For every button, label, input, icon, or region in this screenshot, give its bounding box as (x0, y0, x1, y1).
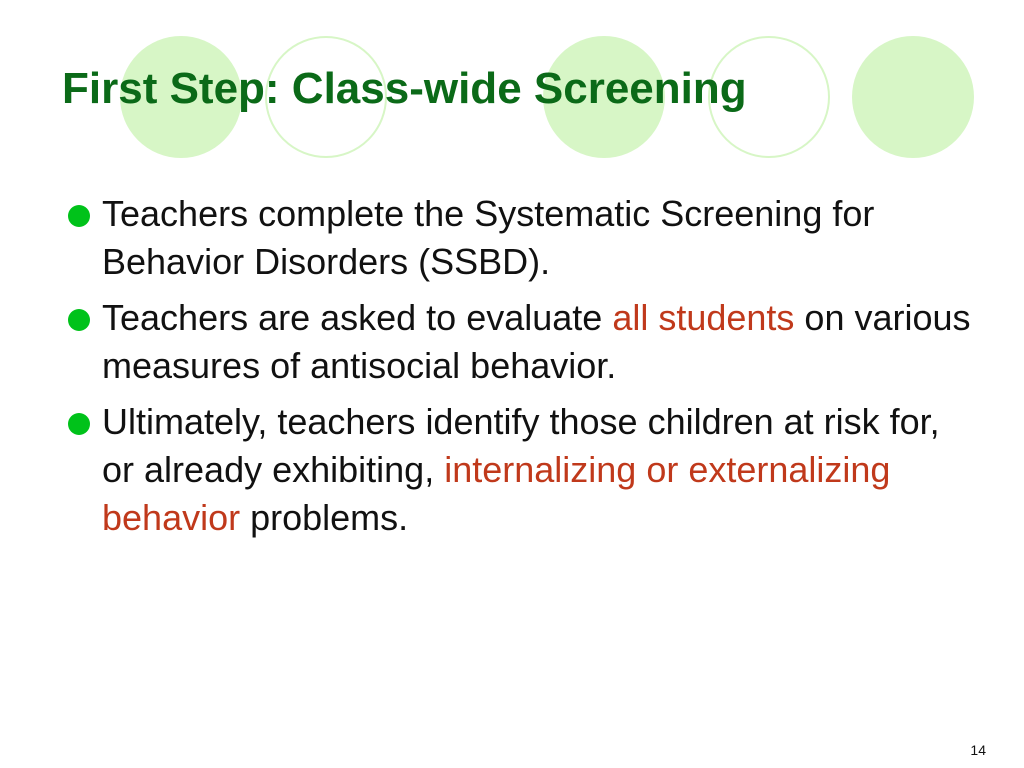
bullet-text: Ultimately, teachers identify those children at risk for, or already exhibiting, (102, 401, 940, 490)
bullet-dot-icon (68, 413, 90, 435)
bullet-text-after: problems. (240, 497, 409, 538)
bullet-item (62, 294, 972, 390)
bullet-dot-icon (68, 205, 90, 227)
bullet-item (62, 190, 972, 286)
bullet-highlight: internalizing or externalizing behavior (102, 449, 891, 538)
bullet-text: Teachers are asked to evaluate (102, 297, 613, 338)
bullet-text-after: on various measures of antisocial behavior. (102, 297, 971, 386)
bullet-dot-icon (68, 309, 90, 331)
bullet-highlight: all students (612, 297, 795, 338)
bullet-text: Teachers complete the Systematic Screening for Behavior Disorders (SSBD). (102, 193, 875, 282)
page-number: 14 (970, 742, 986, 758)
slide-title: First Step: Class-wide Screening (62, 64, 747, 113)
bullet-item (62, 398, 972, 542)
decor-circle-filled-3 (852, 36, 974, 158)
bullet-list (62, 190, 972, 550)
